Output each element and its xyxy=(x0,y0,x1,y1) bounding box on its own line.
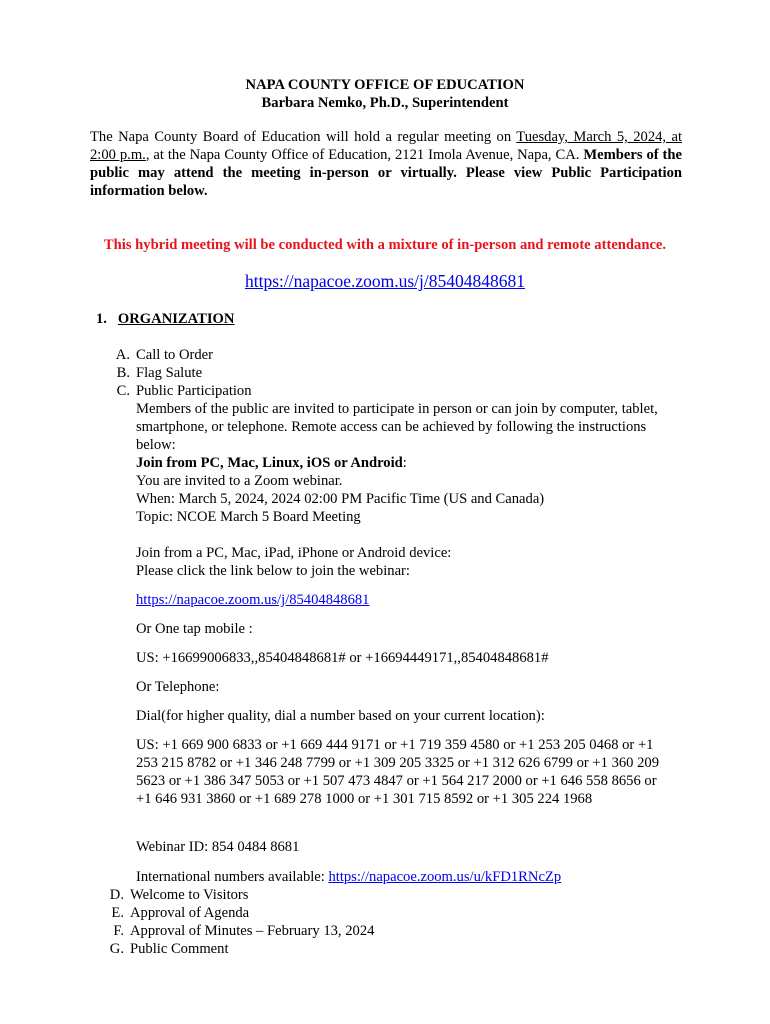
click-link-text: Please click the link below to join the webinar: xyxy=(136,563,410,579)
agenda-item-f xyxy=(113,922,690,940)
meeting-date-time: Tuesday, March 5, 2024, at 2:00 p.m. xyxy=(90,129,683,163)
item-label: Public Comment xyxy=(130,941,229,957)
one-tap-text: Or One tap mobile : xyxy=(136,621,253,637)
topic-text: Topic: NCOE March 5 Board Meeting xyxy=(136,509,361,525)
international-numbers xyxy=(136,868,696,886)
org-name: NAPA COUNTY OFFICE OF EDUCATION xyxy=(245,77,525,93)
intl-numbers-link[interactable]: https://napacoe.zoom.us/u/kFD1RNcZp xyxy=(328,869,562,885)
zoom-meeting-link[interactable]: https://napacoe.zoom.us/j/85404848681 xyxy=(245,271,525,291)
join-heading xyxy=(136,454,696,472)
intro-text-1: The Napa County Board of Education will hold a regular meeting on xyxy=(90,129,517,145)
item-label: Public Participation xyxy=(136,383,252,399)
webinar-link[interactable]: https://napacoe.zoom.us/j/85404848681 xyxy=(136,592,370,608)
join-bold: Join from PC, Mac, Linux, iOS or Android xyxy=(136,455,403,471)
intro-text-2: , at the Napa County Office of Education, 2121 Imola Avenue, Napa, CA. xyxy=(145,147,584,163)
section-title: ORGANIZATION xyxy=(117,311,235,327)
item-label: Call to Order xyxy=(136,347,214,363)
attendance-notice: Members of the public may attend the meeting in-person or virtually. Please view Public Participation information below. xyxy=(90,147,682,199)
dial-instructions: Dial(for higher quality, dial a number based on your current location): xyxy=(136,708,545,724)
item-label: Flag Salute xyxy=(136,365,203,381)
agenda-item-e xyxy=(111,904,690,922)
item-marker: G. xyxy=(109,941,124,957)
item-label: Approval of Agenda xyxy=(130,905,250,921)
item-label: Welcome to Visitors xyxy=(130,887,249,903)
join-colon: : xyxy=(402,455,407,471)
agenda-item-a xyxy=(115,346,696,364)
invited-text: You are invited to a Zoom webinar. xyxy=(136,473,343,489)
item-marker: F. xyxy=(113,923,124,939)
section-organization-heading xyxy=(96,310,234,328)
hybrid-notice: This hybrid meeting will be conducted with a mixture of in-person and remote attendance. xyxy=(103,237,667,253)
participation-intro: Members of the public are invited to participate in person or can join by computer, tablet, smartphone, or telephone. Remote access can be achieved by following the instructions below: xyxy=(136,401,658,453)
join-device-text: Join from a PC, Mac, iPad, iPhone or Android device: xyxy=(136,545,452,561)
when-text: When: March 5, 2024, 2024 02:00 PM Pacific Time (US and Canada) xyxy=(136,491,545,507)
item-marker: E. xyxy=(111,905,124,921)
item-marker: C. xyxy=(116,383,130,399)
meeting-intro xyxy=(90,128,682,200)
us-dial-numbers: US: +1 669 900 6833 or +1 669 444 9171 or +1 719 359 4580 or +1 253 205 0468 or +1 253 215 8782 or +1 346 248 7799 or +1 309 205 3325 or +1 312 626 6799 or +1 360 209 5623 or +1 386 347 5053 or +1 507 473 4847 or +1 564 217 2000 or +1 646 558 8656 or +1 646 931 3860 or +1 689 278 1000 or +1 301 715 8592 or +1 305 224 1968 xyxy=(136,737,660,807)
item-label: Approval of Minutes – February 13, 2024 xyxy=(130,923,375,939)
section-number: 1. xyxy=(96,311,107,327)
agenda-item-c xyxy=(116,382,696,400)
webinar-id: Webinar ID: 854 0484 8681 xyxy=(136,839,300,855)
item-marker: D. xyxy=(109,887,124,903)
superintendent-name: Barbara Nemko, Ph.D., Superintendent xyxy=(261,95,509,111)
intl-label: International numbers available: xyxy=(136,869,329,885)
agenda-item-b xyxy=(116,364,696,382)
item-marker: A. xyxy=(115,347,130,363)
item-marker: B. xyxy=(116,365,130,381)
or-telephone-text: Or Telephone: xyxy=(136,679,220,695)
agenda-item-g xyxy=(109,940,690,958)
us-tap-numbers: US: +16699006833,,85404848681# or +16694449171,,85404848681# xyxy=(136,650,549,666)
agenda-item-d xyxy=(109,886,690,904)
